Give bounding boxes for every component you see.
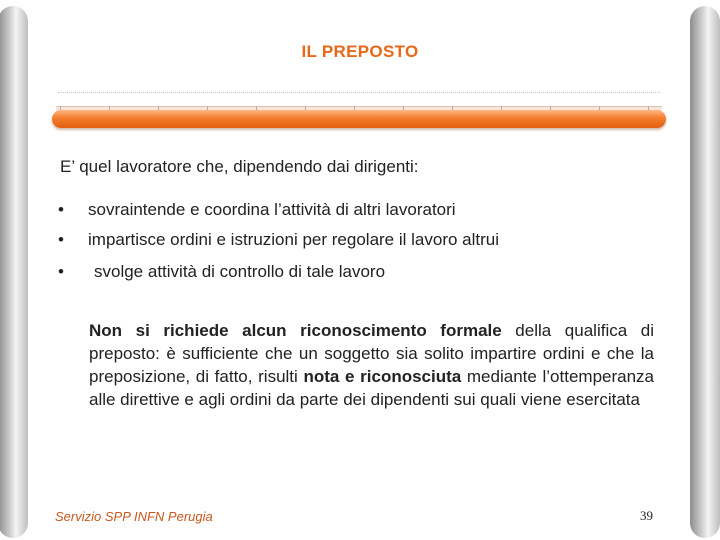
bullet-text: svolge attività di controllo di tale lavoro	[94, 262, 386, 281]
bullet-dot: •	[58, 200, 64, 219]
bullet-text: impartisce ordini e istruzioni per regolare il lavoro altrui	[88, 230, 500, 249]
orange-title-rail	[52, 92, 666, 136]
intro-text: E’ quel lavoratore che, dipendendo dai dirigenti:	[60, 157, 419, 176]
paragraph-bold-emphasis: nota e riconosciuta	[303, 367, 462, 386]
paragraph-bold-lead: Non si richiede alcun riconoscimento formale	[89, 321, 502, 340]
left-decorative-bar	[0, 6, 28, 538]
page-number: 39	[640, 508, 653, 523]
footer-organization: Servizio SPP INFN Perugia	[55, 509, 213, 524]
bullet-text: sovraintende e coordina l’attività di altri lavoratori	[88, 200, 456, 219]
body-paragraph	[89, 319, 654, 411]
paragraph-text: della qualifica di preposto: è sufficiente che un soggetto sia solito impartire ordini e che la preposizione, di fatto, risulti	[89, 321, 654, 386]
rail-dotted-line	[58, 92, 660, 95]
bullet-dot: •	[58, 262, 64, 281]
bullet-dot: •	[58, 230, 64, 249]
rail-orange-bar	[52, 110, 666, 128]
right-decorative-bar	[690, 6, 720, 538]
slide-title: IL PREPOSTO	[301, 42, 419, 61]
paragraph-text-end: mediante l’ottemperanza alle direttive e agli ordini da parte dei dipendenti sui quali viene esercitata	[89, 367, 654, 409]
